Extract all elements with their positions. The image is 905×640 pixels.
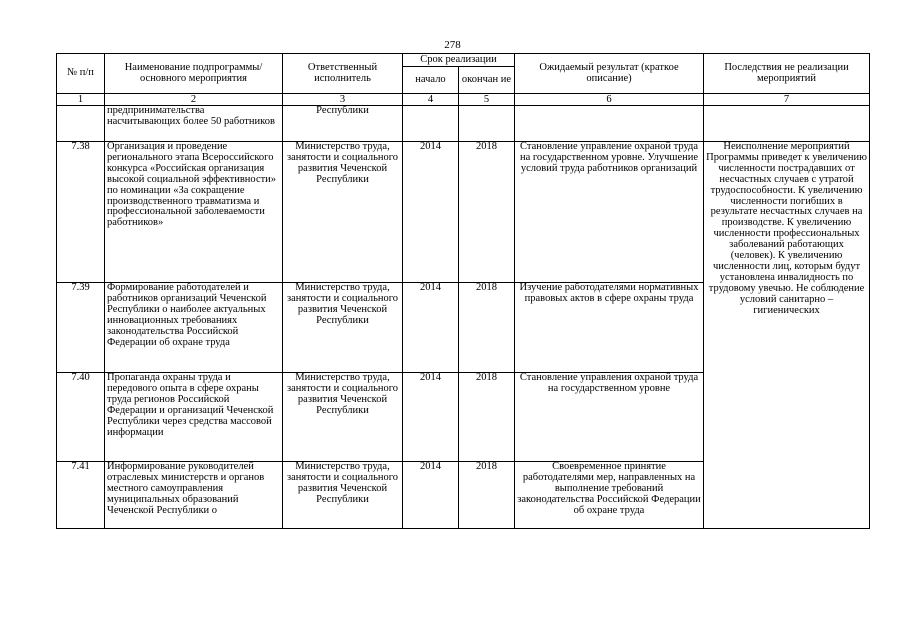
- row-consequences-empty: [704, 106, 870, 142]
- row-responsible: Министерство труда, занятости и социального развития Чеченской Республики: [283, 142, 403, 283]
- row-start: [403, 106, 459, 142]
- header-end: окончан ие: [459, 67, 515, 94]
- row-start: 2014: [403, 373, 459, 462]
- row-result: Становление управление охраной труда на государственном уровне. Улучшение условий труда работников организаций: [515, 142, 704, 283]
- header-result: Ожидаемый результат (краткое описание): [515, 54, 704, 94]
- column-index: 2: [105, 94, 283, 106]
- row-name: предпринимательства насчитывающих более 50 работников: [105, 106, 283, 142]
- row-end: 2018: [459, 462, 515, 529]
- row-end: 2018: [459, 142, 515, 283]
- row-num: 7.38: [57, 142, 105, 283]
- column-index-row: [57, 94, 870, 106]
- row-num: 7.41: [57, 462, 105, 529]
- column-index: 4: [403, 94, 459, 106]
- row-num: [57, 106, 105, 142]
- row-num: 7.40: [57, 373, 105, 462]
- column-index: 5: [459, 94, 515, 106]
- row-name: Пропаганда охраны труда и передового опыта в сфере охраны труда регионов Российской Федерации и организаций Чеченской Республики через средства массовой информации: [105, 373, 283, 462]
- header-consequences: Последствия не реализации мероприятий: [704, 54, 870, 94]
- row-consequences: Неисполнение мероприятий Программы приведет к увеличению численности пострадавших от несчастных случаев с утратой трудоспособности. К увеличению численности погибших в результате несчастных случаев на производстве. К увеличению численности профессиональных заболеваний работающих (человек). К увеличению численности лиц, которым будут установлена инвалидность по трудовому увечью. Не соблюдение условий санитарно – гигиенических: [704, 142, 870, 529]
- header-name: Наименование подпрограммы/ основного мероприятия: [105, 54, 283, 94]
- column-index: 1: [57, 94, 105, 106]
- row-end: [459, 106, 515, 142]
- row-result: Становление управления охраной труда на государственном уровне: [515, 373, 704, 462]
- row-responsible: Министерство труда, занятости и социального развития Чеченской Республики: [283, 462, 403, 529]
- row-end: 2018: [459, 283, 515, 373]
- row-name: Организация и проведение регионального этапа Всероссийского конкурса «Российская организация высокой социальной эффективности» по номинации «За сокращение производственного травматизма и профессиональной заболеваемости работников»: [105, 142, 283, 283]
- row-start: 2014: [403, 142, 459, 283]
- row-result: [515, 106, 704, 142]
- row-start: 2014: [403, 462, 459, 529]
- header-term: Срок реализации: [403, 54, 515, 67]
- row-name: Информирование руководителей отраслевых министерств и органов местного самоуправления муниципальных образований Чеченской Республики о: [105, 462, 283, 529]
- row-responsible: Министерство труда, занятости и социального развития Чеченской Республики: [283, 283, 403, 373]
- header-num: № п/п: [57, 54, 105, 94]
- row-name: Формирование работодателей и работников организаций Чеченской Республики о наиболее актуальных инновационных требованиях законодательства Российской Федерации об охране труда: [105, 283, 283, 373]
- table-row: [57, 106, 870, 142]
- column-index: 6: [515, 94, 704, 106]
- table-header-row: [57, 54, 870, 67]
- program-activities-table: [56, 53, 870, 529]
- row-responsible: Республики: [283, 106, 403, 142]
- row-responsible: Министерство труда, занятости и социального развития Чеченской Республики: [283, 373, 403, 462]
- row-end: 2018: [459, 373, 515, 462]
- row-result: Своевременное принятие работодателями мер, направленных на выполнение требований законодательства Российской Федерации об охране труда: [515, 462, 704, 529]
- header-responsible: Ответственный исполнитель: [283, 54, 403, 94]
- column-index: 3: [283, 94, 403, 106]
- row-result: Изучение работодателями нормативных правовых актов в сфере охраны труда: [515, 283, 704, 373]
- page-number: 278: [444, 39, 461, 51]
- row-num: 7.39: [57, 283, 105, 373]
- header-start: начало: [403, 67, 459, 94]
- column-index: 7: [704, 94, 870, 106]
- table-row: [57, 142, 870, 283]
- row-start: 2014: [403, 283, 459, 373]
